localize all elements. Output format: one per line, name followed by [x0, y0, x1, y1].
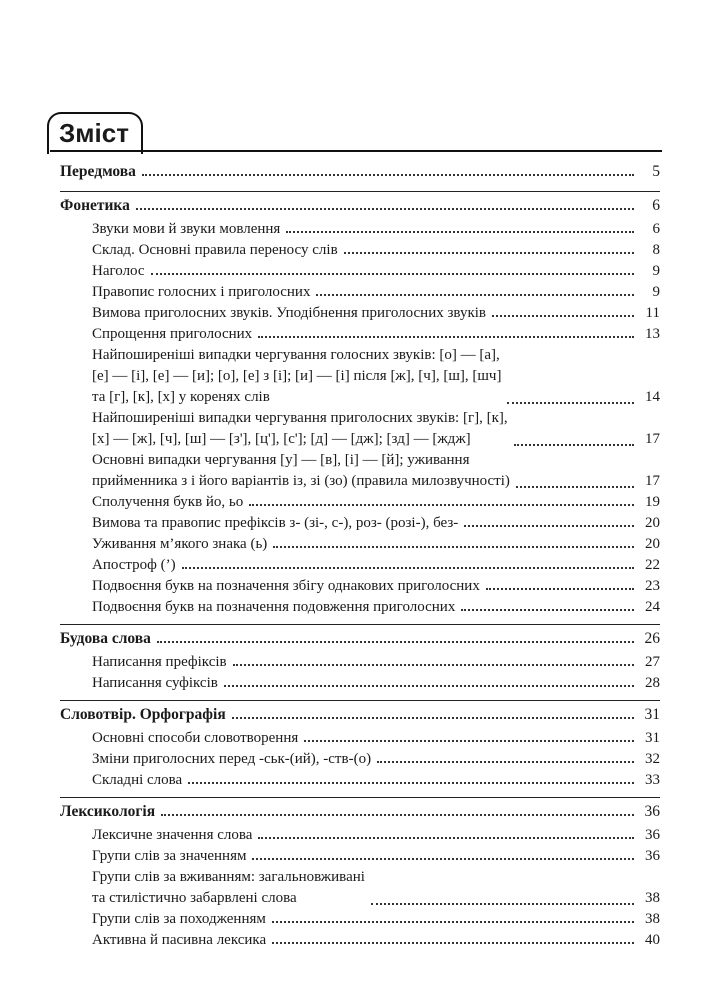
page-number: 23 — [645, 578, 660, 594]
entry-title-line: Найпоширеніші випадки чергування приголосних звуків: [г], [к], — [92, 410, 508, 426]
section-heading-row[interactable] — [60, 161, 660, 183]
toc-heading: Зміст — [47, 112, 143, 154]
dot-leader — [272, 942, 634, 944]
entry-title: Сполучення букв йо, ьо — [92, 494, 244, 510]
dot-leader — [461, 609, 634, 611]
dot-leader — [273, 546, 634, 548]
entry-title: Правопис голосних і приголосних — [92, 284, 311, 300]
dot-leader — [304, 740, 634, 742]
page-number: 6 — [652, 197, 660, 214]
entry-title: Групи слів за походженням — [92, 911, 266, 927]
dot-leader — [161, 814, 634, 816]
page-number: 9 — [652, 263, 660, 279]
entry-title: Подвоєння букв на позначення збігу однакових приголосних — [92, 578, 480, 594]
page-number: 24 — [645, 599, 660, 615]
page-number: 14 — [645, 389, 660, 405]
section-title: Фонетика — [60, 197, 130, 214]
toc-section — [60, 625, 660, 701]
page-number: 38 — [645, 911, 660, 927]
entry-title-line: Основні випадки чергування [у] — [в], [і] — [й]; уживання — [92, 452, 470, 468]
dot-leader — [371, 903, 634, 905]
page-number: 28 — [645, 675, 660, 691]
dot-leader — [157, 641, 634, 643]
toc-entry[interactable] — [60, 846, 660, 867]
dot-leader — [316, 294, 634, 296]
page-number: 11 — [645, 305, 660, 321]
page-number: 27 — [645, 654, 660, 670]
toc-entry[interactable] — [60, 749, 660, 770]
page-number: 9 — [652, 284, 660, 300]
page-number: 17 — [645, 431, 660, 447]
toc-entry[interactable] — [60, 345, 660, 408]
page-number: 20 — [645, 536, 660, 552]
dot-leader — [142, 174, 634, 176]
entry-title — [92, 867, 365, 909]
dot-leader — [344, 252, 634, 254]
toc-entry[interactable] — [60, 909, 660, 930]
page-number: 36 — [644, 803, 660, 820]
toc-entry[interactable] — [60, 282, 660, 303]
dot-leader — [258, 336, 634, 338]
page-number: 13 — [645, 326, 660, 342]
dot-leader — [233, 664, 634, 666]
section-heading-row[interactable] — [60, 801, 660, 823]
toc-entry[interactable] — [60, 534, 660, 555]
table-of-contents — [60, 158, 660, 957]
entry-title: Активна й пасивна лексика — [92, 932, 267, 948]
page-number: 22 — [645, 557, 660, 573]
entry-title-line: та [г], [к], [х] у коренях слів — [92, 389, 270, 405]
toc-entry[interactable] — [60, 408, 660, 450]
entry-title: Апостроф (’) — [92, 557, 176, 573]
page-number: 20 — [645, 515, 660, 531]
toc-entry[interactable] — [60, 728, 660, 749]
section-heading-row[interactable] — [60, 628, 660, 650]
section-heading-row[interactable] — [60, 704, 660, 726]
toc-entry[interactable] — [60, 324, 660, 345]
toc-section — [60, 701, 660, 798]
entry-title: Складні слова — [92, 772, 183, 788]
toc-entry[interactable] — [60, 673, 660, 694]
section-heading-row[interactable] — [60, 195, 660, 217]
page-number: 6 — [652, 221, 660, 237]
entry-title: Основні способи словотворення — [92, 730, 299, 746]
dot-leader — [232, 717, 634, 719]
page-number: 26 — [644, 630, 660, 647]
page-number: 31 — [645, 730, 660, 746]
page-number: 40 — [645, 932, 660, 948]
dot-leader — [514, 444, 634, 446]
dot-leader — [492, 315, 634, 317]
toc-entry[interactable] — [60, 513, 660, 534]
dot-leader — [516, 486, 634, 488]
dot-leader — [486, 588, 634, 590]
entry-title — [92, 408, 508, 450]
page-number: 38 — [645, 890, 660, 906]
dot-leader — [507, 402, 634, 404]
page-number: 36 — [645, 848, 660, 864]
entry-title-line: Групи слів за вживанням: загальновживані — [92, 869, 365, 885]
toc-entry[interactable] — [60, 303, 660, 324]
toc-section — [60, 158, 660, 192]
toc-section — [60, 798, 660, 957]
page-number: 8 — [652, 242, 660, 258]
section-title: Передмова — [60, 163, 136, 180]
toc-entry[interactable] — [60, 930, 660, 951]
page-number: 32 — [645, 751, 660, 767]
dot-leader — [286, 231, 634, 233]
dot-leader — [136, 208, 634, 210]
toc-entry[interactable] — [60, 240, 660, 261]
toc-entry[interactable] — [60, 555, 660, 576]
section-title: Лексикологія — [60, 803, 156, 820]
toc-entry[interactable] — [60, 825, 660, 846]
dot-leader — [188, 782, 634, 784]
dot-leader — [224, 685, 634, 687]
entry-title: Подвоєння букв на позначення подовження приголосних — [92, 599, 456, 615]
toc-entry[interactable] — [60, 770, 660, 791]
entry-title: Написання префіксів — [92, 654, 227, 670]
entry-title: Вимова приголосних звуків. Уподібнення приголосних звуків — [92, 305, 487, 321]
entry-title: Спрощення приголосних — [92, 326, 253, 342]
entry-title: Написання суфіксів — [92, 675, 218, 691]
entry-title: Звуки мови й звуки мовлення — [92, 221, 281, 237]
entry-title-line: Найпоширеніші випадки чергування голосних звуків: [о] — [а], — [92, 347, 500, 363]
page-number: 19 — [645, 494, 660, 510]
page-number: 5 — [652, 163, 660, 180]
toc-heading-tab — [47, 112, 143, 154]
toc-entry[interactable] — [60, 597, 660, 618]
entry-title-line: [е] — [і], [е] — [и]; [о], [е] з [і]; [и] — [і] після [ж], [ч], [ш], [шч] — [92, 368, 502, 384]
dot-leader — [151, 273, 634, 275]
dot-leader — [258, 837, 634, 839]
entry-title-line: [х] — [ж], [ч], [ш] — [з'], [ц'], [с']; [д] — [дж]; [зд] — [ждж] — [92, 431, 471, 447]
heading-rule — [50, 150, 662, 152]
dot-leader — [272, 921, 634, 923]
toc-entry[interactable] — [60, 867, 660, 909]
section-title: Будова слова — [60, 630, 151, 647]
dot-leader — [252, 858, 634, 860]
entry-title: Склад. Основні правила переносу слів — [92, 242, 338, 258]
toc-entry[interactable] — [60, 652, 660, 673]
page-number: 17 — [645, 473, 660, 489]
section-title: Словотвір. Орфографія — [60, 706, 226, 723]
entry-title — [92, 345, 501, 408]
toc-entry[interactable] — [60, 219, 660, 240]
entry-title — [92, 450, 510, 492]
dot-leader — [377, 761, 634, 763]
toc-entry[interactable] — [60, 492, 660, 513]
toc-entry[interactable] — [60, 576, 660, 597]
entry-title-line: прийменника з і його варіантів із, зі (зо) (правила милозвучності) — [92, 473, 510, 489]
page-number: 33 — [645, 772, 660, 788]
toc-entry[interactable] — [60, 261, 660, 282]
entry-title-line: та стилістично забарвлені слова — [92, 890, 297, 906]
entry-title: Лексичне значення слова — [92, 827, 253, 843]
entry-title: Наголос — [92, 263, 145, 279]
dot-leader — [182, 567, 634, 569]
entry-title: Групи слів за значенням — [92, 848, 247, 864]
entry-title: Уживання м’якого знака (ь) — [92, 536, 268, 552]
page-number: 36 — [645, 827, 660, 843]
entry-title: Вимова та правопис префіксів з- (зі-, с-), роз- (розі-), без- — [92, 515, 459, 531]
dot-leader — [249, 504, 634, 506]
dot-leader — [464, 525, 634, 527]
entry-title: Зміни приголосних перед -ськ-(ий), -ств-(о) — [92, 751, 372, 767]
toc-entry[interactable] — [60, 450, 660, 492]
toc-section — [60, 192, 660, 625]
page-number: 31 — [644, 706, 660, 723]
